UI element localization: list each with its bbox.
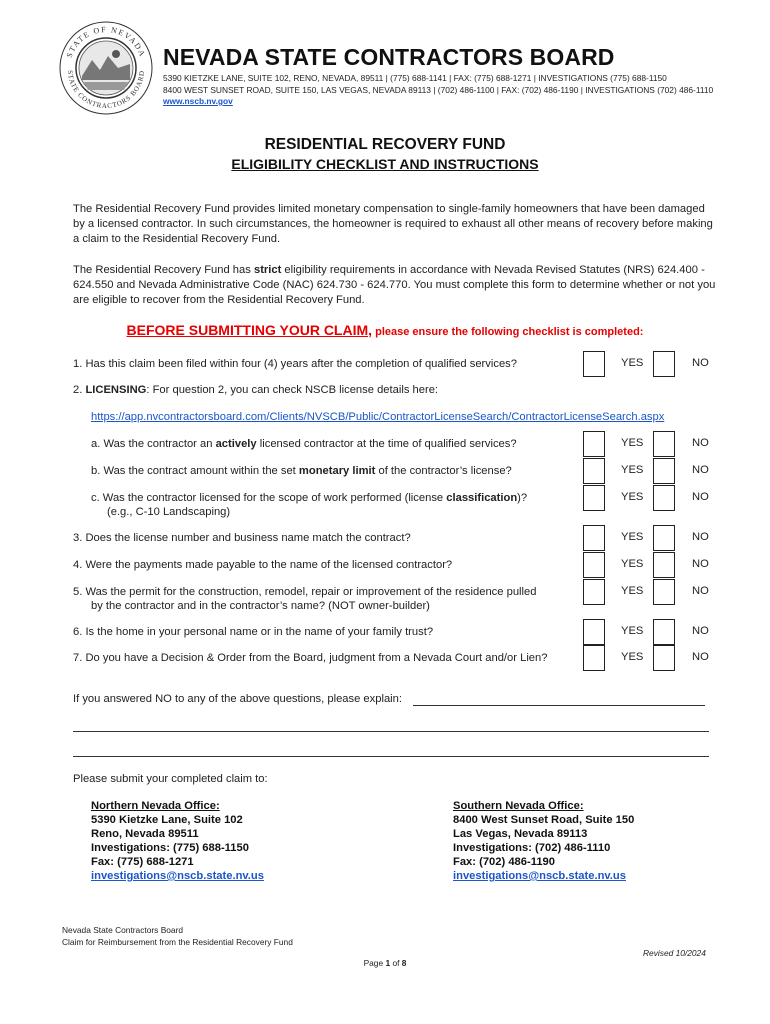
q2a-text-2: licensed contractor at the time of qualified services? — [256, 438, 517, 450]
southern-office-email-link[interactable]: investigations@nscb.state.nv.us — [453, 870, 626, 882]
northern-office-city: Reno, Nevada 89511 — [91, 828, 199, 840]
page-number — [0, 958, 770, 968]
header-address-las-vegas: 8400 WEST SUNSET ROAD, SUITE 150, LAS VEGAS, NEVADA 89113 | (702) 486-1100 | FAX: (702) 486-1190 | INVESTIGATIONS (702) 486-1110 — [163, 85, 714, 95]
q1-yes-label: YES — [621, 357, 644, 369]
question-5: 5. Was the permit for the construction, remodel, repair or improvement of the residence pulled — [73, 586, 537, 598]
footer-org: Nevada State Contractors Board — [62, 925, 184, 935]
checklist-banner — [0, 322, 770, 340]
page-prefix: Page — [363, 958, 386, 968]
q5-yes-label: YES — [621, 585, 644, 597]
q4-yes-checkbox[interactable] — [583, 552, 605, 578]
q2a-bold: actively — [215, 438, 257, 450]
q2c-yes-checkbox[interactable] — [583, 485, 605, 511]
q5-no-label: NO — [692, 585, 709, 597]
intro-paragraph-2 — [73, 263, 718, 308]
q2c-no-checkbox[interactable] — [653, 485, 675, 511]
q2-text: : For question 2, you can check NSCB license details here: — [146, 384, 439, 396]
q2-number: 2. — [73, 384, 86, 396]
southern-office-city: Las Vegas, Nevada 89113 — [453, 828, 588, 840]
explain-prompt: If you answered NO to any of the above questions, please explain: — [73, 693, 402, 705]
q2b-bold: monetary limit — [298, 465, 376, 477]
q2a-text-1: a. Was the contractor an — [91, 438, 216, 450]
q2c-text-2: )? — [517, 492, 528, 504]
q2c-no-label: NO — [692, 491, 709, 503]
q2c-text-1: c. Was the contractor licensed for the scope of work performed (license — [91, 492, 447, 504]
q1-no-checkbox[interactable] — [653, 351, 675, 377]
question-7: 7. Do you have a Decision & Order from the Board, judgment from a Nevada Court and/or Lien? — [73, 652, 548, 664]
q2b-yes-checkbox[interactable] — [583, 458, 605, 484]
license-search-link[interactable]: https://app.nvcontractorsboard.com/Clients/NVSCB/Public/ContractorLicenseSearch/ContractorLicenseSearch.aspx — [91, 411, 665, 423]
state-seal-logo — [58, 20, 154, 116]
northern-office-street: 5390 Kietzke Lane, Suite 102 — [91, 814, 243, 826]
northern-office-investigations: Investigations: (775) 688-1150 — [91, 842, 249, 854]
northern-office-block — [91, 799, 411, 883]
organization-title: NEVADA STATE CONTRACTORS BOARD — [163, 44, 615, 70]
website-link[interactable]: www.nscb.nv.gov — [163, 96, 233, 106]
page-current: 1 — [385, 958, 391, 968]
q7-yes-label: YES — [621, 651, 644, 663]
southern-office-street: 8400 West Sunset Road, Suite 150 — [453, 814, 635, 826]
q2b-text-1: b. Was the contract amount within the set — [91, 465, 299, 477]
question-1: 1. Has this claim been filed within four (4) years after the completion of qualified services? — [73, 358, 517, 370]
q2a-yes-label: YES — [621, 437, 644, 449]
northern-office-email-link[interactable]: investigations@nscb.state.nv.us — [91, 870, 264, 882]
page-of: of — [390, 958, 402, 968]
intro-text-2a: The Residential Recovery Fund has — [73, 264, 254, 276]
q2a-no-label: NO — [692, 437, 709, 449]
footer-form-name: Claim for Reimbursement from the Residential Recovery Fund — [62, 937, 293, 947]
document-title: RESIDENTIAL RECOVERY FUND — [264, 136, 506, 153]
page-total: 8 — [401, 958, 407, 968]
southern-office-heading: Southern Nevada Office: — [453, 800, 584, 812]
q2b-no-label: NO — [692, 464, 709, 476]
q5-no-checkbox[interactable] — [653, 579, 675, 605]
q2b-text-2: of the contractor’s license? — [375, 465, 512, 477]
q3-yes-checkbox[interactable] — [583, 525, 605, 551]
q7-no-label: NO — [692, 651, 709, 663]
seal-text-bottom: STATE CONTRACTORS BOARD — [65, 69, 147, 111]
q2a-no-checkbox[interactable] — [653, 431, 675, 457]
northern-office-fax: Fax: (775) 688-1271 — [91, 856, 194, 868]
question-4: 4. Were the payments made payable to the name of the licensed contractor? — [73, 559, 453, 571]
q2b-no-checkbox[interactable] — [653, 458, 675, 484]
q2a-yes-checkbox[interactable] — [583, 431, 605, 457]
southern-office-fax: Fax: (702) 486-1190 — [453, 856, 555, 868]
q6-no-checkbox[interactable] — [653, 619, 675, 645]
question-3: 3. Does the license number and business name match the contract? — [73, 532, 411, 544]
q2-licensing-label: LICENSING — [85, 384, 147, 396]
q1-no-label: NO — [692, 357, 709, 369]
explain-line-1[interactable] — [413, 705, 705, 706]
question-2a — [91, 437, 581, 451]
footer-revised: Revised 10/2024 — [643, 948, 706, 958]
q5-yes-checkbox[interactable] — [583, 579, 605, 605]
header-address-reno: 5390 KIETZKE LANE, SUITE 102, RENO, NEVADA, 89511 | (775) 688-1141 | FAX: (775) 688-1271 | INVESTIGATIONS (775) 688-1150 — [163, 73, 667, 83]
q3-no-label: NO — [692, 531, 709, 543]
q6-yes-label: YES — [621, 625, 644, 637]
banner-heading: BEFORE SUBMITTING YOUR CLAIM, — [126, 322, 373, 338]
intro-text-2b: eligibility requirements in accordance with Nevada Revised Statutes (NRS) 624.400 - 624.550 and Nevada Administrative Code (NAC) 624.730 - 624.770. You must complete this form to determine whether or not you are eligible to recover from the Residential Recovery Fund. — [73, 264, 716, 306]
seal-text-top: STATE OF NEVADA — [64, 24, 148, 59]
q6-yes-checkbox[interactable] — [583, 619, 605, 645]
question-2c — [91, 491, 581, 505]
q1-yes-checkbox[interactable] — [583, 351, 605, 377]
question-2c-example: (e.g., C-10 Landscaping) — [107, 506, 231, 518]
q7-yes-checkbox[interactable] — [583, 645, 605, 671]
q3-yes-label: YES — [621, 531, 644, 543]
q2b-yes-label: YES — [621, 464, 644, 476]
document-subtitle: ELIGIBILITY CHECKLIST AND INSTRUCTIONS — [231, 156, 539, 172]
submit-intro: Please submit your completed claim to: — [73, 773, 268, 785]
q2c-bold: classification — [446, 492, 518, 504]
intro-text-1: The Residential Recovery Fund provides limited monetary compensation to single-family homeowners that have been damaged by a licensed contractor. In such circumstances, the homeowner is required to exhaust all other means of recovery before making a claim to the Residential Recovery Fund. — [73, 203, 713, 245]
intro-text-2-bold: strict — [253, 264, 282, 276]
explain-line-2[interactable] — [73, 731, 709, 732]
q4-no-checkbox[interactable] — [653, 552, 675, 578]
southern-office-block — [453, 799, 753, 883]
question-2 — [73, 383, 673, 397]
southern-office-investigations: Investigations: (702) 486-1110 — [453, 842, 611, 854]
q4-no-label: NO — [692, 558, 709, 570]
intro-paragraph-1 — [73, 202, 718, 247]
q2c-yes-label: YES — [621, 491, 644, 503]
q6-no-label: NO — [692, 625, 709, 637]
question-2b — [91, 464, 581, 478]
explain-line-3[interactable] — [73, 756, 709, 757]
q4-yes-label: YES — [621, 558, 644, 570]
q7-no-checkbox[interactable] — [653, 645, 675, 671]
northern-office-heading: Northern Nevada Office: — [91, 800, 220, 812]
banner-subtext: please ensure the following checklist is completed: — [372, 326, 644, 338]
question-5-line2: by the contractor and in the contractor’s name? (NOT owner-builder) — [91, 600, 430, 612]
question-6: 6. Is the home in your personal name or in the name of your family trust? — [73, 626, 434, 638]
q3-no-checkbox[interactable] — [653, 525, 675, 551]
